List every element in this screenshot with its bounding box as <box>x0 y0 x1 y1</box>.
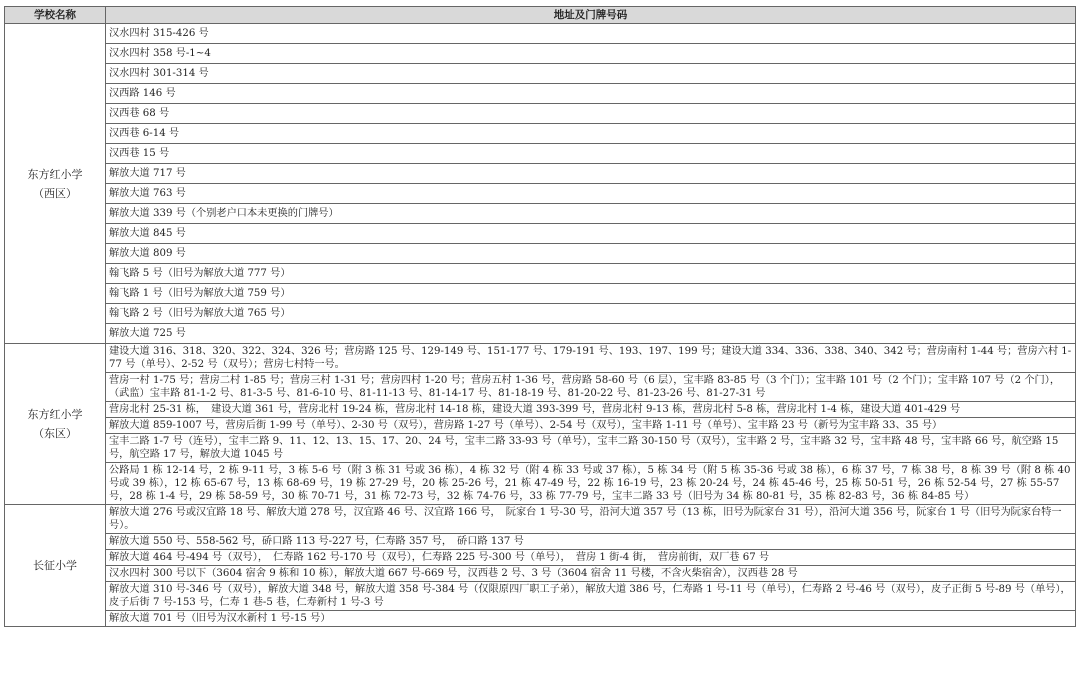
table-row <box>5 44 1076 64</box>
address-cell: 解放大道 809 号 <box>106 244 1076 264</box>
address-cell: 解放大道 339 号（个别老户口本未更换的门牌号） <box>106 204 1076 224</box>
address-cell: 解放大道 845 号 <box>106 224 1076 244</box>
address-cell: 宝丰二路 1-7 号（连号），宝丰二路 9、11、12、13、15、17、20、24 号，宝丰二路 33-93 号（单号），宝丰二路 30-150 号（双号），宝丰路 2 号，宝丰路 32 号，宝丰路 48 号，宝丰路 66 号，航空路 15 号，航空路 17 号，解放大道 1045 号 <box>106 434 1076 463</box>
address-cell: 汉西巷 15 号 <box>106 144 1076 164</box>
table-row <box>5 264 1076 284</box>
table-row <box>5 124 1076 144</box>
table-row <box>5 582 1076 611</box>
school-name-line: 东方红小学 <box>27 408 83 421</box>
address-cell: 解放大道 717 号 <box>106 164 1076 184</box>
table-row <box>5 24 1076 44</box>
table-row <box>5 418 1076 434</box>
table-row <box>5 204 1076 224</box>
address-cell: 解放大道 859-1007 号，营房后街 1-99 号（单号）、2-30 号（双号），营房路 1-27 号（单号）、2-54 号（双号），宝丰路 1-11 号（单号）、宝丰路 23 号（新号为宝丰路 33、35 号） <box>106 418 1076 434</box>
table-row <box>5 611 1076 627</box>
school-name-cell <box>5 344 106 505</box>
table-row <box>5 434 1076 463</box>
table-row <box>5 373 1076 402</box>
table-body <box>5 24 1076 627</box>
table-row <box>5 534 1076 550</box>
table-header-row <box>5 7 1076 24</box>
address-cell: 汉水四村 301-314 号 <box>106 64 1076 84</box>
table-row <box>5 284 1076 304</box>
address-cell: 解放大道 276 号或汉宜路 18 号、解放大道 278 号，汉宜路 46 号、汉宜路 166 号， 阮家台 1 号-30 号，沿河大道 357 号（13 栋，旧号为阮家台 31 号），沿河大道 356 号，阮家台 1 号（旧号为阮家台特一号）。 <box>106 505 1076 534</box>
table-row <box>5 184 1076 204</box>
table-row <box>5 566 1076 582</box>
table-row <box>5 104 1076 124</box>
table-row <box>5 84 1076 104</box>
table-row <box>5 244 1076 264</box>
address-cell: 解放大道 310 号-346 号（双号），解放大道 348 号，解放大道 358 号-384 号（仅限原四厂职工子弟），解放大道 386 号，仁寿路 1 号-11 号（单号），仁寿路 2 号-46 号（双号），皮子正街 5 号-89 号（单号），皮子后街 7 号-153 号，仁寿 1 巷-5 巷，仁寿新村 1 号-3 号 <box>106 582 1076 611</box>
school-name-cell <box>5 505 106 627</box>
table-row <box>5 304 1076 324</box>
table-row <box>5 402 1076 418</box>
table-row <box>5 550 1076 566</box>
table-row <box>5 344 1076 373</box>
address-cell: 解放大道 763 号 <box>106 184 1076 204</box>
table-row <box>5 463 1076 505</box>
school-name-line: （东区） <box>33 427 77 440</box>
address-cell: 解放大道 550 号、558-562 号，硚口路 113 号-227 号，仁寿路 357 号， 硚口路 137 号 <box>106 534 1076 550</box>
school-name-line: （西区） <box>33 186 77 200</box>
address-cell: 公路局 1 栋 12-14 号，2 栋 9-11 号，3 栋 5-6 号（附 3 栋 31 号或 36 栋），4 栋 32 号（附 4 栋 33 号或 37 栋），5 栋 34 号（附 5 栋 35-36 号或 38 栋），6 栋 37 号，7 栋 38 号，8 栋 39 号（附 8 栋 40 号或 39 栋），12 栋 65-67 号，13 栋 68-69 号，19 栋 27-29 号，20 栋 25-26 号，21 栋 47-49 号，22 栋 16-19 号，23 栋 20-24 号，24 栋 45-46 号，25 栋 50-51 号，26 栋 52-54 号，27 栋 55-57 号，28 栋 1-4 号，29 栋 58-59 号，30 栋 70-71 号，31 栋 72-73 号，32 栋 74-76 号，33 栋 77-79 号，宝丰二路 33 号（旧号为 34 栋 80-81 号，35 栋 82-83 号，36 栋 84-85 号） <box>106 463 1076 505</box>
address-cell: 解放大道 725 号 <box>106 324 1076 344</box>
address-cell: 汉水四村 300 号以下（3604 宿舍 9 栋和 10 栋），解放大道 667 号-669 号，汉西巷 2 号、3 号（3604 宿舍 11 号楼，不含火柴宿舍），汉西巷 28 号 <box>106 566 1076 582</box>
address-cell: 解放大道 701 号（旧号为汉水新村 1 号-15 号） <box>106 611 1076 627</box>
address-cell: 建设大道 316、318、320、322、324、326 号；营房路 125 号、129-149 号、151-177 号、179-191 号、193、197、199 号；建设大道 334、336、338、340、342 号；营房南村 1-44 号；营房六村 1-77 号（单号）、2-52 号（双号）；营房七村特一号。 <box>106 344 1076 373</box>
school-name-cell <box>5 24 106 344</box>
table-row <box>5 64 1076 84</box>
address-cell: 汉西巷 6-14 号 <box>106 124 1076 144</box>
address-cell: 解放大道 464 号-494 号（双号）， 仁寿路 162 号-170 号（双号），仁寿路 225 号-300 号（单号）， 营房 1 街-4 街， 营房前街，双厂巷 67 号 <box>106 550 1076 566</box>
table-row <box>5 324 1076 344</box>
school-district-table <box>4 6 1076 627</box>
address-cell: 翰飞路 1 号（旧号为解放大道 759 号） <box>106 284 1076 304</box>
school-name-line: 长征小学 <box>33 559 77 572</box>
address-cell: 翰飞路 5 号（旧号为解放大道 777 号） <box>106 264 1076 284</box>
address-cell: 汉西路 146 号 <box>106 84 1076 104</box>
table-row <box>5 505 1076 534</box>
school-name-line: 东方红小学 <box>27 167 83 181</box>
address-cell: 营房北村 25-31 栋， 建设大道 361 号，营房北村 19-24 栋，营房北村 14-18 栋，建设大道 393-399 号，营房北村 9-13 栋，营房北村 5-8 栋，营房北村 1-4 栋，建设大道 401-429 号 <box>106 402 1076 418</box>
header-address: 地址及门牌号码 <box>106 7 1076 24</box>
table-row <box>5 144 1076 164</box>
address-cell: 汉水四村 358 号-1~4 <box>106 44 1076 64</box>
table-row <box>5 164 1076 184</box>
address-cell: 汉水四村 315-426 号 <box>106 24 1076 44</box>
table-row <box>5 224 1076 244</box>
address-cell: 翰飞路 2 号（旧号为解放大道 765 号） <box>106 304 1076 324</box>
address-cell: 营房一村 1-75 号；营房二村 1-85 号；营房三村 1-31 号；营房四村 1-20 号；营房五村 1-36 号，营房路 58-60 号（6 层），宝丰路 83-85 号（3 个门）；宝丰路 101 号（2 个门）；宝丰路 107 号（2 个门），（武监）宝丰路 81-1-2 号、81-3-5 号、81-6-10 号、81-11-13 号、81-14-17 号、81-18-19 号、81-20-22 号、81-23-26 号、81-27-31 号 <box>106 373 1076 402</box>
address-cell: 汉西巷 68 号 <box>106 104 1076 124</box>
header-school-name: 学校名称 <box>5 7 106 24</box>
